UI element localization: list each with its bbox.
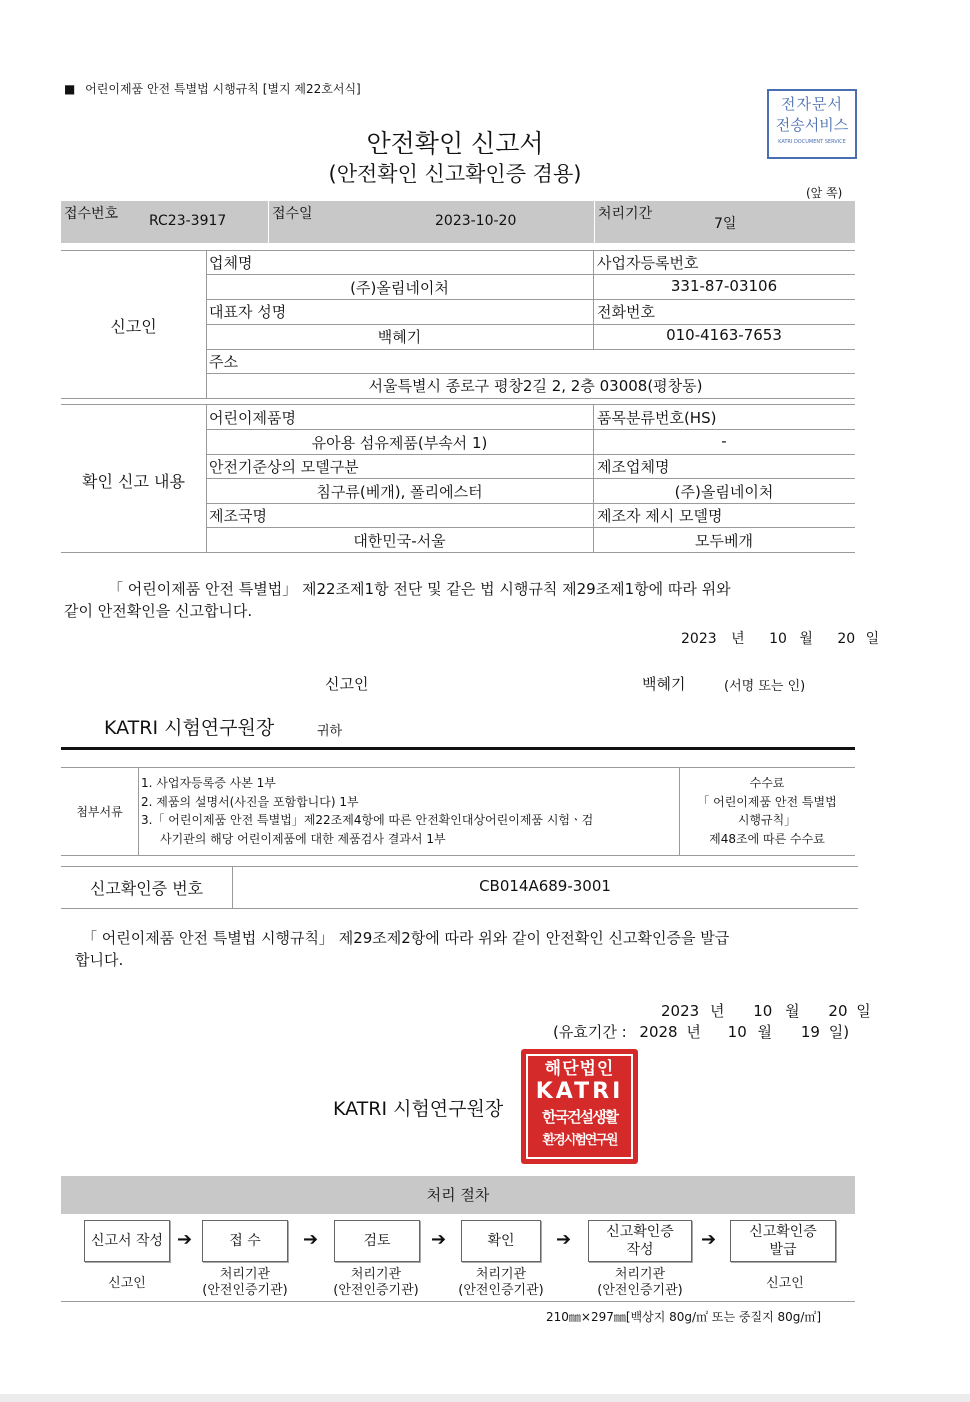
page-title: 안전확인 신고서 [366,129,544,158]
divider [206,299,855,300]
product-label: 어린이제품명 [209,409,296,427]
cert-month-unit: 월 [785,1002,800,1020]
step-write-box [84,1220,170,1262]
e-stamp-line3: KATRI DOCUMENT SERVICE [778,139,846,145]
receipt-date-value: 2023-10-20 [435,213,517,229]
declaration-year: 2023 [681,631,717,647]
step-confirm-actor: 처리기관 (안전인증기관) [458,1267,544,1298]
step-create-text: 신고확인증 작성 [606,1224,674,1258]
model-value: 침구류(베개), 폴리에스터 [316,483,483,501]
maker-model-label: 제조자 제시 모델명 [597,507,723,525]
step-review-text: 검토 [363,1233,391,1249]
step-write-actor: 신고인 [108,1276,146,1291]
attachment-item-4: 사기관의 해당 어린이제품에 대한 제품검사 결과서 1부 [160,832,446,846]
validity-day: 19 [800,1023,820,1041]
page-bottom-band [0,1394,970,1402]
rep-label: 대표자 성명 [209,303,287,321]
step-review-actor: 처리기관 (안전인증기관) [333,1267,419,1298]
divider [594,201,595,243]
signer-label: 신고인 [325,675,369,693]
divider [138,767,139,855]
maker-label: 제조업체명 [597,458,670,476]
divider [206,454,855,455]
cert-day: 20 [828,1002,848,1020]
country-value: 대한민국-서울 [353,532,446,550]
procedure-title: 처리 절차 [426,1186,490,1204]
divider [61,767,855,768]
step-confirm-box [461,1220,541,1262]
cert-day-unit: 일 [856,1002,871,1020]
step-create-box [588,1220,692,1262]
divider [61,866,858,867]
divider [61,552,855,553]
phone-value: 010-4163-7653 [666,326,782,344]
bullet: ■ [64,82,76,96]
cert-year-unit: 년 [709,1002,725,1020]
recipient-suffix: 귀하 [317,724,343,739]
official-seal [521,1049,638,1164]
receipt-period-value: 7일 [714,216,737,232]
rep-value: 백혜기 [377,328,422,346]
fee-title: 수수료 [749,776,785,790]
step-confirm-text: 확인 [487,1233,515,1249]
sign-note: (서명 또는 인) [724,679,806,694]
step-issue-actor: 신고인 [766,1276,804,1291]
cert-year: 2023 [661,1002,700,1020]
validity-month: 10 [727,1023,747,1041]
hs-value: - [721,432,727,450]
seal-row-3: 한국건설생활 [542,1108,617,1126]
divider [61,855,855,856]
validity-year: 2028 [639,1023,678,1041]
arrow-icon: ➔ [556,1229,572,1250]
declaration-day-unit: 일 [865,631,880,647]
receipt-period-label: 처리기간 [598,206,653,222]
signer-name: 백혜기 [642,675,686,693]
e-stamp-line1: 전자문서 [781,95,843,113]
declaration-line1: 「 어린이제품 안전 특별법」 제22조제1항 전단 및 같은 법 시행규칙 제29조제1항에 따라 위와 [108,580,731,598]
divider [268,201,269,243]
arrow-icon: ➔ [177,1229,193,1250]
divider [61,908,858,909]
content-section-label: 확인 신고 내용 [82,472,185,491]
applicant-section-label: 신고인 [110,317,157,336]
step-create-actor: 처리기관 (안전인증기관) [597,1267,683,1298]
seal-row-2: KATRI [535,1079,624,1104]
hs-label: 품목분류번호(HS) [597,409,717,427]
arrow-icon: ➔ [431,1229,447,1250]
bizno-value: 331-87-03106 [670,277,778,295]
divider [61,250,855,251]
attachments-label: 첨부서류 [76,805,123,819]
certificate-text-1: 「 어린이제품 안전 특별법 시행규칙」 제29조제2항에 따라 위와 같이 안전확인 신고확인증을 발급 [82,929,730,947]
arrow-icon: ➔ [303,1229,319,1250]
divider [206,324,855,325]
country-label: 제조국명 [209,507,267,525]
maker-value: (주)올림네이처 [674,483,774,501]
form-reference [64,80,361,97]
divider [206,274,855,275]
address-value: 서울특별시 종로구 평창2길 2, 2층 03008(평창동) [368,377,703,395]
recipient: KATRI 시험연구원장 [104,717,275,739]
company-label: 업체명 [209,254,253,272]
certificate-label: 신고확인증 번호 [89,879,204,898]
seal-row-1: 해단법인 [544,1059,615,1079]
divider [206,478,855,479]
divider [206,373,855,374]
paper-spec: 210㎜×297㎜[백상지 80g/㎡ 또는 중질지 80g/㎡] [546,1310,822,1324]
declaration-month-unit: 월 [799,631,813,647]
company-value: (주)올림네이처 [350,279,449,297]
validity-year-unit: 년 [686,1023,701,1041]
step-write-text: 신고서 작성 [90,1233,164,1249]
validity-suffix: 일) [828,1023,850,1041]
declaration-date [681,628,879,648]
certificate-value: CB014A689-3001 [479,877,611,895]
product-value: 유아용 섬유제품(부속서 1) [311,434,488,452]
certificate-text-2: 합니다. [75,951,124,969]
issuer: KATRI 시험연구원장 [333,1098,504,1120]
attachment-item-2: 2. 제품의 설명서(사진을 포함합니다) 1부 [141,795,359,809]
declaration-year-unit: 년 [731,631,745,647]
seal-inner [526,1054,633,1159]
declaration-month: 10 [769,631,787,647]
receipt-no-value: RC23-3917 [149,213,227,229]
divider [206,527,855,528]
thick-divider [61,747,855,750]
fee-line-3: 제48조에 따른 수수료 [709,832,825,846]
divider [206,349,855,350]
fee-line-2: 시행규칙」 [737,813,797,827]
seal-row-4: 환경시험연구원 [542,1133,617,1148]
validity-month-unit: 월 [757,1023,773,1041]
page-subtitle: (안전확인 신고확인증 겸용) [328,162,582,186]
form-reference-text: 어린이제품 안전 특별법 시행규칙 [별지 제22호서식] [85,82,361,96]
divider [206,503,855,504]
validity [553,1021,849,1042]
maker-model-value: 모두베개 [695,532,753,550]
e-stamp-line2: 전송서비스 [775,116,849,134]
step-receive-text: 접 수 [229,1233,261,1249]
attachment-item-1: 1. 사업자등록증 사본 1부 [141,776,276,790]
step-review-box [334,1220,420,1262]
validity-prefix: (유효기간 : [553,1023,627,1041]
attachment-item-3: 3.「 어린이제품 안전 특별법」제22조제4항에 따른 안전확인대상어린이제품 시험ㆍ검 [141,813,594,827]
declaration-day: 20 [837,631,856,647]
divider [61,404,855,405]
cert-month: 10 [753,1002,773,1020]
divider [61,398,855,399]
model-label: 안전기준상의 모델구분 [209,458,359,476]
bizno-label: 사업자등록번호 [597,254,699,272]
certificate-date [661,1000,871,1021]
procedure-title-bar [61,1176,855,1214]
step-issue-box [730,1220,836,1262]
step-issue-text: 신고확인증 발급 [749,1224,817,1258]
declaration-line2: 같이 안전확인을 신고합니다. [64,602,253,620]
receipt-no-label: 접수번호 [64,206,119,222]
arrow-icon: ➔ [701,1229,717,1250]
address-label: 주소 [209,353,238,371]
page-side-note: (앞 쪽) [806,186,843,200]
step-receive-actor: 처리기관 (안전인증기관) [202,1267,288,1298]
divider [206,429,855,430]
phone-label: 전화번호 [597,303,655,321]
fee-line-1: 「 어린이제품 안전 특별법 [697,795,837,809]
divider [61,1301,855,1302]
step-receive-box [202,1220,288,1262]
receipt-date-label: 접수일 [272,206,313,222]
